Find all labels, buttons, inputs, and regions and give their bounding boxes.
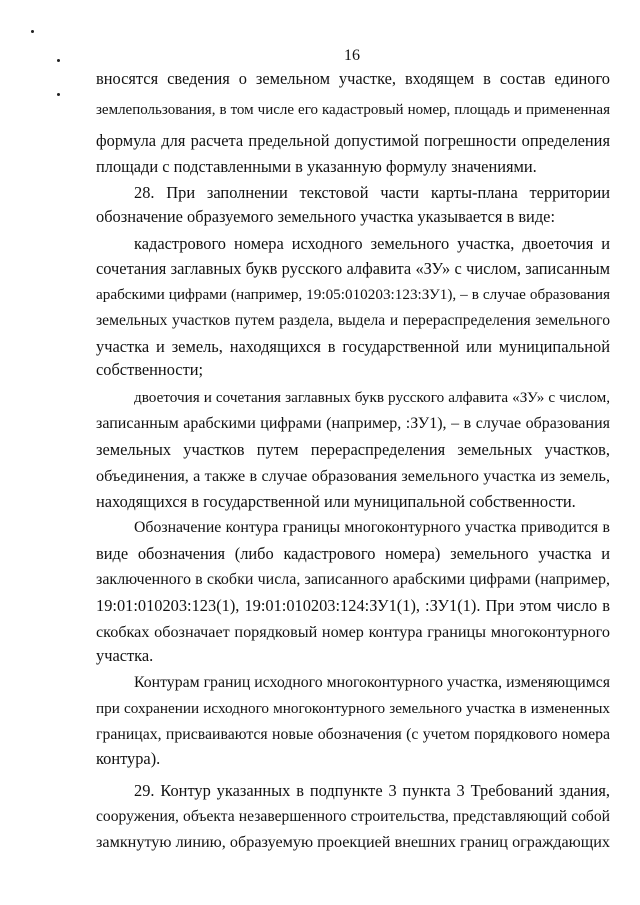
text-line: сочетания заглавных букв русского алфавита «ЗУ» с числом, записанным	[96, 259, 610, 278]
text-line: собственности;	[96, 360, 204, 379]
text-line: землепользования, в том числе его кадастровый номер, площадь и примененная	[96, 102, 610, 118]
text-line: записанным арабскими цифрами (например, :ЗУ1), – в случае образования	[96, 415, 610, 432]
text-line: объединения, а также в случае образования земельного участка из земель,	[96, 467, 610, 485]
text-line: земельных участков путем перераспределения земельных участков,	[96, 440, 610, 459]
text-line: находящихся в государственной или муниципальной собственности.	[96, 492, 576, 511]
text-line: арабскими цифрами (например, 19:05:010203:123:ЗУ1), – в случае образования	[96, 286, 610, 303]
text-line: контура).	[96, 749, 161, 768]
text-line: Обозначение контура границы многоконтурного участка приводится в	[134, 519, 610, 536]
text-line: участка.	[96, 646, 154, 665]
text-line: заключенного в скобки числа, записанного арабскими цифрами (например,	[96, 571, 610, 588]
text-line: 29. Контур указанных в подпункте 3 пункта 3 Требований здания,	[134, 781, 610, 800]
text-line: участка и земель, находящихся в государственной или муниципальной	[96, 337, 610, 356]
text-line: площади с подставленными в указанную формулу значениями.	[96, 157, 537, 176]
scan-artifact-dot	[31, 30, 34, 33]
scan-artifact-dot	[57, 93, 60, 96]
text-line: обозначение образуемого земельного участка указывается в виде:	[96, 207, 555, 226]
text-line: замкнутую линию, образуемую проекцией внешних границ ограждающих	[96, 833, 610, 851]
text-line: формула для расчета предельной допустимой погрешности определения	[96, 131, 610, 150]
text-line: кадастрового номера исходного земельного участка, двоеточия и	[134, 234, 610, 253]
text-line: сооружения, объекта незавершенного строительства, представляющий собой	[96, 808, 610, 825]
text-line: двоеточия и сочетания заглавных букв русского алфавита «ЗУ» с числом,	[134, 389, 610, 406]
text-line: земельных участков путем раздела, выдела и перераспределения земельного	[96, 312, 610, 329]
text-line: при сохранении исходного многоконтурного земельного участка в измененных	[96, 700, 610, 717]
text-line: Контурам границ исходного многоконтурного участка, изменяющимся	[134, 674, 610, 691]
text-line: 28. При заполнении текстовой части карты-плана территории	[134, 183, 610, 202]
text-line: скобках обозначает порядковый номер контура границы многоконтурного	[96, 623, 610, 641]
page-number: 16	[344, 47, 360, 64]
text-line: границах, присваиваются новые обозначения (с учетом порядкового номера	[96, 726, 610, 743]
text-line: 19:01:010203:123(1), 19:01:010203:124:ЗУ1(1), :ЗУ1(1). При этом число в	[96, 596, 610, 615]
text-line: вносятся сведения о земельном участке, входящем в состав единого	[96, 69, 610, 88]
text-line: виде обозначения (либо кадастрового номера) земельного участка и	[96, 544, 610, 563]
